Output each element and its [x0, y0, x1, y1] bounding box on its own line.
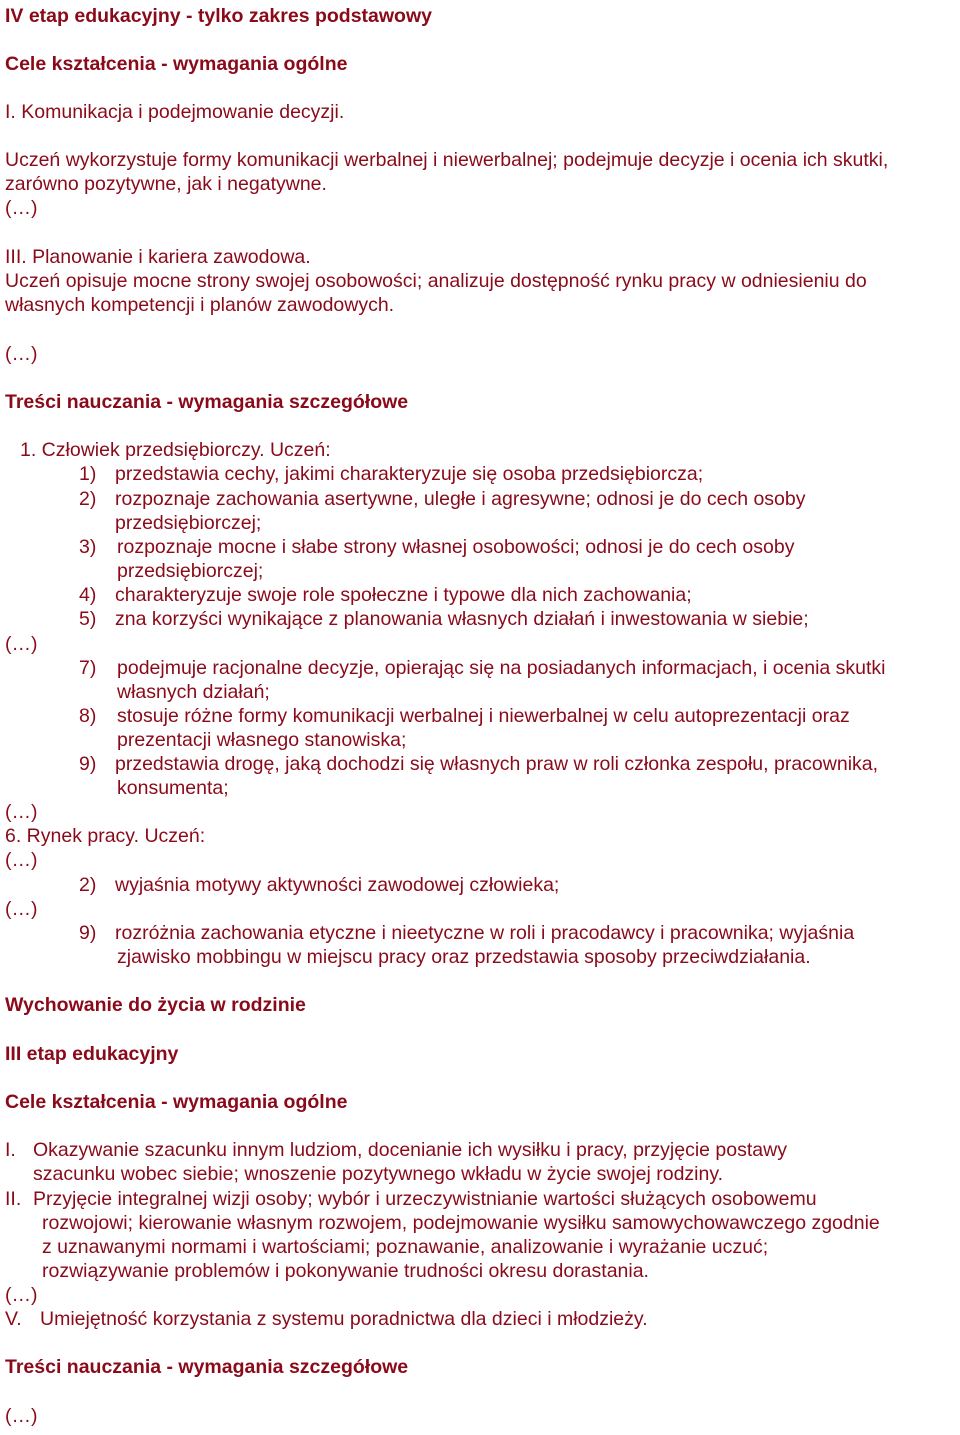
list-item-text: przedstawia drogę, jaką dochodzi się własnych praw w roli członka zespołu, pracownika, — [115, 753, 879, 775]
list-item-number: 9) — [79, 753, 97, 775]
section-title: IV etap edukacyjny - tylko zakres podstawowy — [5, 5, 432, 27]
ellipsis: (…) — [5, 1405, 38, 1427]
goal-heading: I. Komunikacja i podejmowanie decyzji. — [5, 101, 345, 123]
topic-heading: 1. Człowiek przedsiębiorczy. Uczeń: — [20, 439, 331, 461]
list-item-number: 9) — [79, 922, 97, 944]
goal-text: rozwojowi; kierowanie własnym rozwojem, podejmowanie wysiłku samowychowawczego zgodnie — [42, 1212, 880, 1234]
list-item-number: 1) — [79, 463, 97, 485]
paragraph-line: zarówno pozytywne, jak i negatywne. — [5, 173, 327, 195]
list-item-text: zna korzyści wynikające z planowania własnych działań i inwestowania w siebie; — [115, 608, 809, 630]
paragraph-line: Uczeń wykorzystuje formy komunikacji werbalnej i niewerbalnej; podejmuje decyzje i ocenia ich skutki, — [5, 149, 889, 171]
goal-text: Okazywanie szacunku innym ludziom, docenianie ich wysiłku i pracy, przyjęcie postawy — [33, 1139, 787, 1161]
list-item-text: wyjaśnia motywy aktywności zawodowej człowieka; — [115, 874, 560, 896]
list-item-text: rozróżnia zachowania etyczne i nieetyczne w roli i pracodawcy i pracownika; wyjaśnia — [115, 922, 855, 944]
paragraph-line: Uczeń opisuje mocne strony swojej osobowości; analizuje dostępność rynku pracy w odniesieniu do — [5, 270, 867, 292]
goals-heading: Cele kształcenia - wymagania ogólne — [5, 1091, 348, 1113]
list-item-number: 2) — [79, 488, 97, 510]
list-item-text: własnych działań; — [117, 681, 270, 703]
ellipsis: (…) — [5, 197, 38, 219]
goal-number: II. — [5, 1188, 22, 1210]
goal-text: Umiejętność korzystania z systemu poradnictwa dla dzieci i młodzieży. — [40, 1308, 648, 1330]
paragraph-line: własnych kompetencji i planów zawodowych. — [5, 294, 395, 316]
ellipsis: (…) — [5, 849, 38, 871]
ellipsis: (…) — [5, 801, 38, 823]
goal-text: Przyjęcie integralnej wizji osoby; wybór i urzeczywistnianie wartości służących osobowemu — [33, 1188, 817, 1210]
goal-text: rozwiązywanie problemów i pokonywanie trudności okresu dorastania. — [42, 1260, 649, 1282]
goals-heading: Cele kształcenia - wymagania ogólne — [5, 53, 348, 75]
section-title: Wychowanie do życia w rodzinie — [5, 994, 306, 1016]
list-item-text: przedsiębiorczej; — [117, 560, 264, 582]
list-item-text: charakteryzuje swoje role społeczne i typowe dla nich zachowania; — [115, 584, 692, 606]
list-item-number: 7) — [79, 657, 97, 679]
ellipsis: (…) — [5, 343, 38, 365]
goal-text: szacunku wobec siebie; wnoszenie pozytywnego wkładu w życie swojej rodziny. — [33, 1163, 724, 1185]
content-heading: Treści nauczania - wymagania szczegółowe — [5, 1356, 409, 1378]
ellipsis: (…) — [5, 1284, 38, 1306]
list-item-text: podejmuje racjonalne decyzje, opierając się na posiadanych informacjach, i ocenia skutki — [117, 657, 886, 679]
list-item-number: 5) — [79, 608, 97, 630]
goal-text: z uznawanymi normami i wartościami; poznawanie, analizowanie i wyrażanie uczuć; — [42, 1236, 769, 1258]
list-item-text: przedsiębiorczej; — [115, 512, 262, 534]
list-item-text: prezentacji własnego stanowiska; — [117, 729, 407, 751]
list-item-number: 8) — [79, 705, 97, 727]
list-item-text: zjawisko mobbingu w miejscu pracy oraz przedstawia sposoby przeciwdziałania. — [117, 946, 811, 968]
ellipsis: (…) — [5, 633, 38, 655]
list-item-text: stosuje różne formy komunikacji werbalnej i niewerbalnej w celu autoprezentacji oraz — [117, 705, 850, 727]
list-item-number: 3) — [79, 536, 97, 558]
list-item-text: konsumenta; — [117, 777, 229, 799]
goal-number: V. — [5, 1308, 22, 1330]
topic-heading: 6. Rynek pracy. Uczeń: — [5, 825, 206, 847]
list-item-number: 2) — [79, 874, 97, 896]
ellipsis: (…) — [5, 898, 38, 920]
list-item-text: rozpoznaje mocne i słabe strony własnej osobowości; odnosi je do cech osoby — [117, 536, 795, 558]
list-item-text: rozpoznaje zachowania asertywne, uległe i agresywne; odnosi je do cech osoby — [115, 488, 806, 510]
section-subtitle: III etap edukacyjny — [5, 1043, 179, 1065]
goal-number: I. — [5, 1139, 16, 1161]
goal-heading: III. Planowanie i kariera zawodowa. — [5, 246, 311, 268]
list-item-text: przedstawia cechy, jakimi charakteryzuje się osoba przedsiębiorcza; — [115, 463, 704, 485]
list-item-number: 4) — [79, 584, 97, 606]
content-heading: Treści nauczania - wymagania szczegółowe — [5, 391, 409, 413]
